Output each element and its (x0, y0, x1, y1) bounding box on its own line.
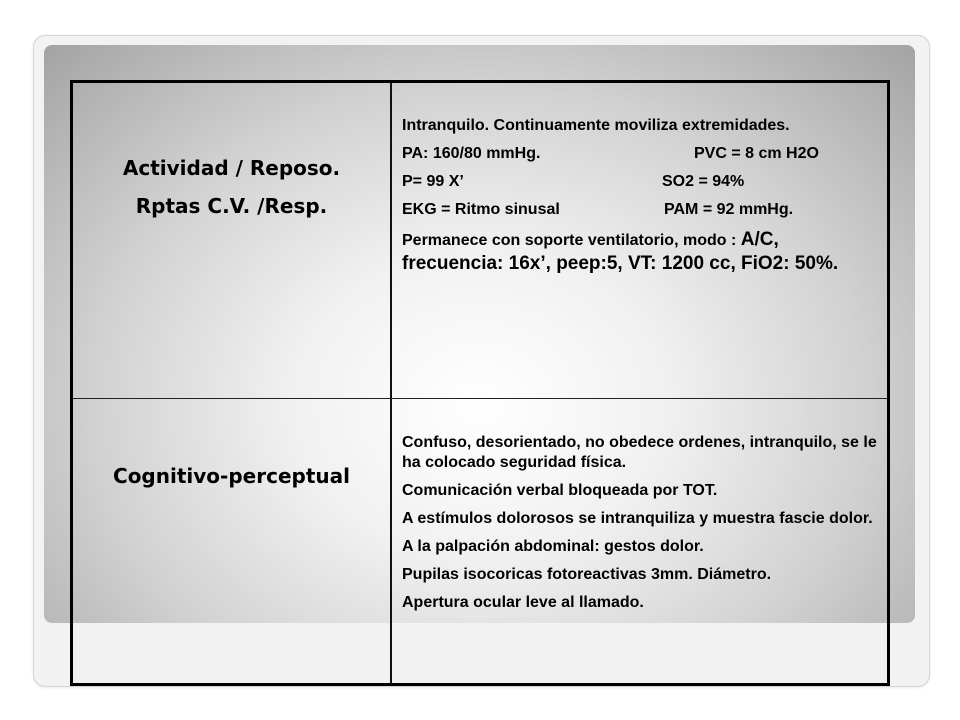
row-divider (73, 398, 887, 399)
assessment-table (70, 80, 890, 686)
row-1-ventilation (402, 228, 880, 276)
row-1-intro: Intranquilo. Continuamente moviliza extremidades. (402, 117, 790, 134)
row-2-content (402, 433, 880, 621)
ventilation-intro: Permanece con soporte ventilatorio, modo : (402, 232, 737, 249)
row-2-item: Apertura ocular leve al llamado. (402, 594, 644, 611)
pam-value: PAM = 92 mmHg. (664, 201, 794, 218)
row-1-label (73, 149, 390, 225)
row-1-label-line-2: Rptas C.V. /Resp. (135, 194, 328, 218)
pulse-value: P= 99 X’ (402, 173, 464, 190)
column-divider (390, 83, 392, 683)
row-1-pulse-so2 (402, 172, 880, 192)
pa-value: PA: 160/80 mmHg. (402, 145, 541, 162)
ventilation-detail: A/C, frecuencia: 16x’, peep:5, VT: 1200 cc, FiO2: 50%. (402, 229, 839, 274)
pvc-value: PVC = 8 cm H2O (694, 145, 819, 162)
row-2-item: Confuso, desorientado, no obedece ordenes, intranquilo, se le ha colocado seguridad física. (402, 434, 877, 471)
row-2-item: Comunicación verbal bloqueada por TOT. (402, 482, 718, 499)
row-2-item: A la palpación abdominal: gestos dolor. (402, 538, 704, 555)
row-1-pa-pvc (402, 144, 880, 164)
ekg-value: EKG = Ritmo sinusal (402, 201, 560, 218)
row-1-content (402, 116, 880, 284)
row-2-label: Cognitivo-perceptual (113, 464, 350, 488)
row-1-ekg-pam (402, 200, 880, 220)
row-2-item: A estímulos dolorosos se intranquiliza y muestra fascie dolor. (402, 510, 873, 527)
row-1-label-line-1: Actividad / Reposo. (122, 156, 341, 180)
so2-value: SO2 = 94% (662, 173, 745, 190)
row-2-item: Pupilas isocoricas fotoreactivas 3mm. Diámetro. (402, 566, 772, 583)
